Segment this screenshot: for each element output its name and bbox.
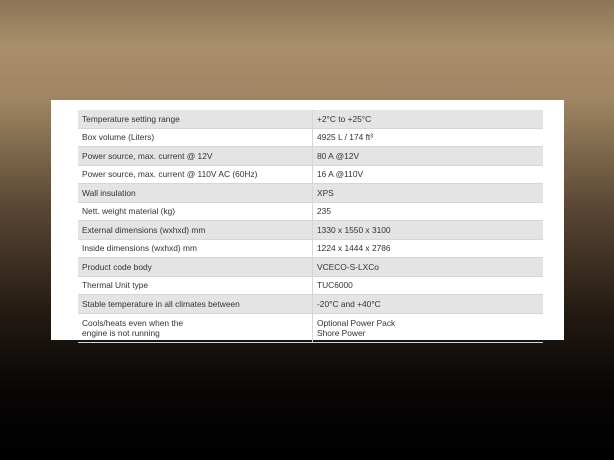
table-row <box>78 258 543 277</box>
spec-label: External dimensions (wxhxd) mm <box>78 221 313 240</box>
spec-value: 80 A @12V <box>313 147 544 166</box>
spec-value: 235 <box>313 202 544 221</box>
spec-value: 1224 x 1444 x 2786 <box>313 239 544 258</box>
spec-value: -20°C and +40°C <box>313 295 544 314</box>
spec-value: VCECO-S-LXCo <box>313 258 544 277</box>
spec-label: Nett. weight material (kg) <box>78 202 313 221</box>
specifications-table <box>78 110 543 343</box>
table-row <box>78 276 543 295</box>
spec-value: 1330 x 1550 x 3100 <box>313 221 544 240</box>
spec-value: 16 A @110V <box>313 165 544 184</box>
spec-label: Stable temperature in all climates between <box>78 295 313 314</box>
table-row <box>78 184 543 203</box>
spec-label: Product code body <box>78 258 313 277</box>
spec-value: XPS <box>313 184 544 203</box>
spec-label: Power source, max. current @ 12V <box>78 147 313 166</box>
spec-label: Cools/heats even when the engine is not running <box>78 313 313 342</box>
table-row <box>78 165 543 184</box>
table-row <box>78 110 543 128</box>
table-row <box>78 239 543 258</box>
table-row <box>78 295 543 314</box>
spec-label: Box volume (Liters) <box>78 128 313 147</box>
table-row <box>78 313 543 342</box>
spec-value: 4925 L / 174 ft³ <box>313 128 544 147</box>
spec-label: Power source, max. current @ 110V AC (60Hz) <box>78 165 313 184</box>
table-row <box>78 202 543 221</box>
spec-label: Inside dimensions (wxhxd) mm <box>78 239 313 258</box>
spec-sheet-card <box>51 100 564 340</box>
spec-label: Temperature setting range <box>78 110 313 128</box>
spec-value: Optional Power Pack Shore Power <box>313 313 544 342</box>
table-row <box>78 147 543 166</box>
spec-label: Wall insulation <box>78 184 313 203</box>
spec-label: Thermal Unit type <box>78 276 313 295</box>
table-row <box>78 128 543 147</box>
spec-value: +2°C to +25°C <box>313 110 544 128</box>
table-row <box>78 221 543 240</box>
spec-value: TUC6000 <box>313 276 544 295</box>
